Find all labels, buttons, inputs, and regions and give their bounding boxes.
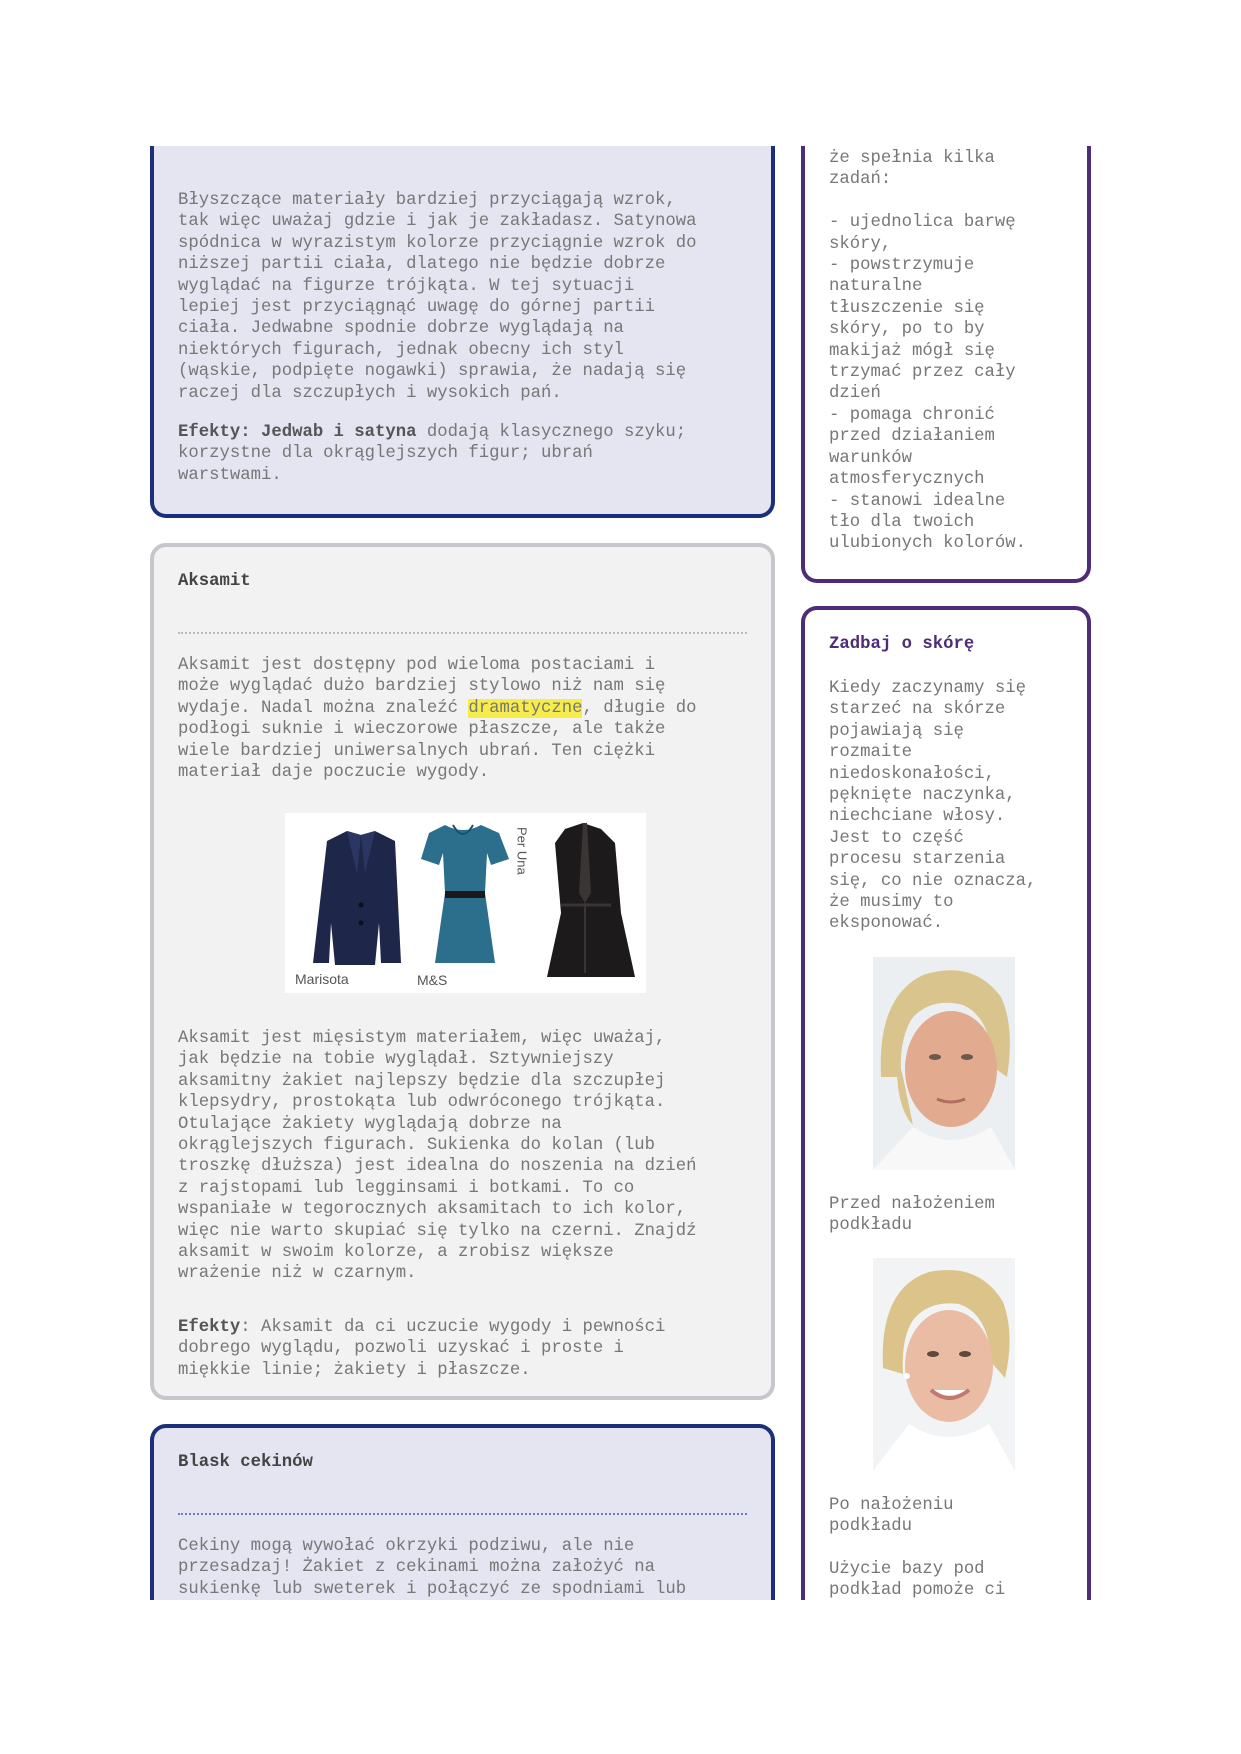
navy-jacket: [313, 831, 401, 965]
highlighted-word: dramatyczne: [468, 698, 583, 718]
primer-section: [801, 146, 1091, 583]
caption-per-una: Per Una: [514, 827, 530, 875]
effects-text: dodają klasycznego szyku; korzystne dla okrąglejszych figur; ubrań warstwami.: [178, 423, 687, 485]
velvet-p1-before: Aksamit jest dostępny pod wieloma postaciami i może wyglądać dużo bardziej stylowo niż nam się wydaje. Nadal można znaleźć: [178, 656, 666, 718]
velvet-paragraph-2: Aksamit jest mięsistym materiałem, więc uważaj, jak będzie na tobie wyglądał. Sztywniejszy aksamitny żakiet najlepszy będzie dla szczupłej klepsydry, prostokąta lub odwróconego trójkąta. Otulające żakiety wyglądają dobrze na okrąglejszych figurach. Sukienka do kolan (lub troszkę dłuższa) jest idealna do noszenia na dzień z rajstopami lub legginsami i botkami. To co wspaniałe w tegorocznych aksamitach to ich kolor, więc nie warto skupiać się tylko na czerni. Znajdź aksamit w swoim kolorze, a zrobisz większe wrażenie niż w czarnym.: [178, 1029, 697, 1284]
velvet-paragraph-1: [178, 655, 697, 783]
velvet-effects-label: Efekty: [178, 1318, 241, 1337]
velvet-clothes-image: [285, 813, 646, 993]
clothes-illustration: [285, 813, 646, 993]
velvet-effects: [178, 1317, 665, 1381]
black-coat: [547, 823, 635, 977]
teal-dress: [421, 825, 509, 963]
photo-before-foundation: [873, 957, 1015, 1170]
sequins-separator: [178, 1513, 747, 1515]
velvet-title: Aksamit: [178, 572, 251, 591]
caption-after: Po nałożeniu podkładu: [829, 1496, 954, 1537]
skin-paragraph: Kiedy zaczynamy się starzeć na skórze pojawiają się rozmaite niedoskonałości, pęknięte naczynka, niechciane włosy. Jest to część procesu starzenia się, co nie oznacza, że musimy to eksponować.: [829, 679, 1037, 934]
velvet-p1-after: , długie do podłogi suknie i wieczorowe płaszcze, ale także wiele bardziej uniwersalnych ubrań. Ten ciężki materiał daje poczucie wygody.: [178, 698, 697, 783]
satin-paragraph: Błyszczące materiały bardziej przyciągają wzrok, tak więc uważaj gdzie i jak je zakładasz. Satynowa spódnica w wyrazistym kolorze przyciągnie wzrok do niższej partii ciała, dlatego nie będzie dobrze wyglądać na figurze trójkąta. W tej sytuacji lepiej jest przyciągnąć uwagę do górnej partii ciała. Jedwabne spodnie dobrze wyglądają na niektórych figurach, jednak obecny ich styl (wąskie, podpięte nogawki) sprawia, że nadają się raczej dla szczupłych i wysokich pań.: [178, 191, 697, 403]
photo-after-foundation: [873, 1258, 1015, 1471]
velvet-separator: [178, 632, 747, 634]
satin-section: [150, 146, 775, 518]
woman-portrait-after: [873, 1258, 1015, 1471]
skin-section: [801, 606, 1091, 1754]
page-top-margin: [0, 0, 1241, 146]
skin-paragraph-2: Użycie bazy pod podkład pomoże ci: [829, 1560, 1006, 1601]
caption-ms: M&S: [417, 972, 448, 988]
woman-portrait-before: [873, 957, 1015, 1170]
sequins-title: Blask cekinów: [178, 1453, 313, 1472]
caption-before: Przed nałożeniem podkładu: [829, 1195, 995, 1236]
effects-label: Efekty:: [178, 423, 251, 442]
effects-bold: Jedwab i satyna: [260, 423, 417, 442]
skin-title: Zadbaj o skórę: [829, 635, 975, 654]
caption-marisota: Marisota: [295, 971, 349, 987]
page-bottom-margin: [0, 1600, 1241, 1754]
primer-paragraph: że spełnia kilka zadań: - ujednolica barwę skóry, - powstrzymuje naturalne tłuszczenie się skóry, po to by makijaż mógł się trzymać przez cały dzień - pomaga chronić przed działaniem warunków atmosferycznych - stanowi idealne tło dla twoich ulubionych kolorów.: [829, 149, 1027, 554]
velvet-effects-text: : Aksamit da ci uczucie wygody i pewności dobrego wyglądu, pozwoli uzyskać i proste i miękkie linie; żakiety i płaszcze.: [178, 1318, 666, 1380]
sequins-paragraph: Cekiny mogą wywołać okrzyki podziwu, ale nie przesadzaj! Żakiet z cekinami można założyć na sukienkę lub sweterek i połączyć ze spodniami lub: [178, 1537, 687, 1599]
velvet-section: [150, 543, 775, 1400]
satin-effects: [178, 422, 686, 486]
